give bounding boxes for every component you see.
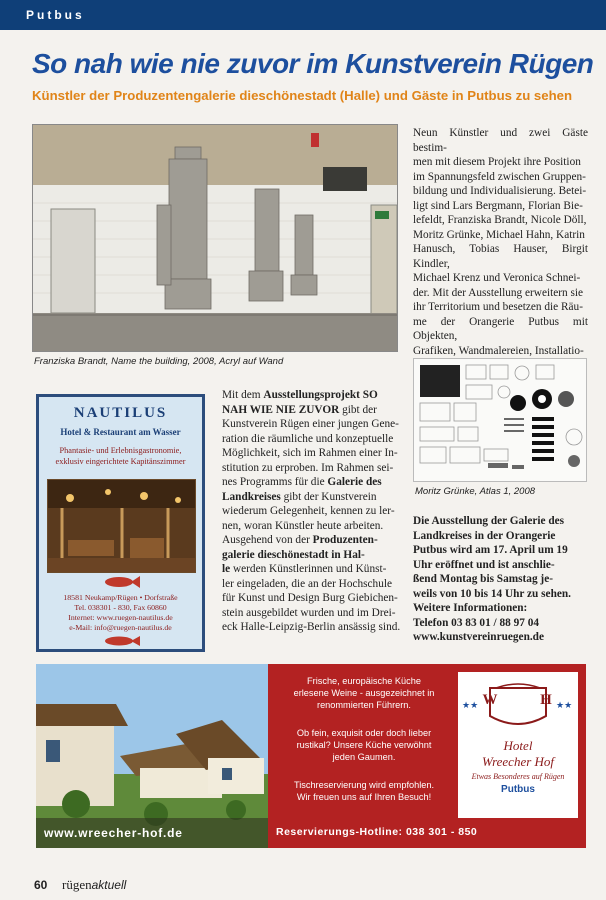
text-line: nen, woran Künstler heute arbeiten. [222, 519, 384, 532]
website-link[interactable]: www.kunstvereinruegen.de [413, 631, 544, 643]
text-line: Moritz Grünke, Michael Hahn, Katrin [413, 228, 585, 241]
article-subtitle: Künstler der Produzentengalerie dieschönestadt (Halle) und Gäste in Putbus zu sehen [32, 88, 573, 103]
wreecher-hof-ad[interactable] [36, 664, 586, 848]
magazine-title: rügen [62, 877, 92, 892]
wreecher-website[interactable]: www.wreecher-hof.de [44, 826, 183, 840]
text-line: ler eingeladen, die an der Hochschule [222, 577, 393, 590]
hotel-photo [36, 664, 268, 848]
page-number: 60 [34, 878, 48, 892]
info-line: weils von 10 bis 14 Uhr zu sehen. [413, 587, 571, 600]
nautilus-description: exklusiv eingerichtete Kapitänszimmer [55, 457, 186, 466]
text-line: für Kunst und Design Burg Giebichen- [222, 592, 398, 604]
logo-name: Wreecher Hof [481, 754, 555, 769]
ad-text-line: rustikal? Unsere Küche verwöhnt [296, 740, 432, 750]
text-line: men mit diesem Projekt ihre Position [413, 156, 581, 168]
nautilus-website[interactable]: Internet: www.ruegen-nautilus.de [68, 613, 173, 622]
logo-place: Putbus [501, 784, 535, 795]
text-line: lefeldt, Franziska Brandt, Nicole Döll, [413, 214, 587, 226]
info-line: ßend Montag bis Samstag je- [413, 573, 553, 585]
text-line: der. Mit der Ausstellung erweitern sie [413, 286, 584, 299]
restaurant-interior-photo [47, 479, 196, 573]
info-line: Putbus wird am 17. April um 19 [413, 544, 568, 556]
text-line: Kunstverein Rügen einer jungen Gene- [222, 418, 399, 430]
text-line: me der Orangerie Putbus mit Objekten, [413, 315, 588, 342]
wreecher-logo [458, 672, 578, 818]
text-line: Michael Krenz und Veronica Schnei- [413, 272, 581, 284]
nautilus-subtitle: Hotel & Restaurant am Wasser [60, 427, 181, 437]
text-line: le werden Künstlerinnen und Künst- [222, 563, 387, 575]
article-title: So nah wie nie zuvor im Kunstverein Rügen [32, 48, 594, 79]
exhibition-info [413, 514, 588, 645]
text-line: eck Halle-Leipzig-Berlin ansässig sind. [222, 621, 401, 633]
text-line: ligt sind Lars Bergmann, Florian Bie- [413, 199, 583, 212]
nautilus-phone: Tel. 038301 - 830, Fax 60860 [74, 603, 167, 612]
logo-slogan: Etwas Besonderes auf Rügen [471, 772, 565, 781]
text-line: galerie dieschönestadt in Hal- [222, 548, 365, 561]
magazine-name [62, 877, 126, 893]
fish-logo-icon [101, 635, 141, 647]
text-line: wiederum Gelegenheit, kennen zu ler- [222, 505, 395, 517]
text-line: stitution zu erproben. Im Rahmen sei- [222, 461, 394, 474]
text-line: nes Programms für die Galerie des [222, 476, 382, 488]
text-line: Landkreises gibt der Kunstverein [222, 490, 377, 503]
text-line: Möglichkeit, sich im Rahmen einer In- [222, 447, 398, 459]
info-line: Die Ausstellung der Galerie des [413, 515, 565, 527]
info-line: Landkreises in der Orangerie [413, 529, 556, 542]
text-line: ihr Territorium und besetzen die Räu- [413, 301, 583, 313]
star-icon: ★★ [462, 700, 479, 710]
text-line: ration die räumliche und konzeptuelle [222, 432, 394, 445]
text-line: Hanusch, Tobias Hauser, Birgit Kindler, [413, 243, 588, 270]
fish-logo-icon [101, 575, 141, 589]
photo-caption: Moritz Grünke, Atlas 1, 2008 [415, 486, 536, 497]
ad-text-line: Frische, europäische Küche [307, 676, 421, 686]
logo-initial: W [482, 692, 498, 708]
text-line: Neun Künstler und zwei Gäste bestim- [413, 127, 588, 154]
text-line: stein ausgebildet wurden und im Drei- [222, 606, 396, 619]
text-line: bildung und Individualisierung. Betei- [413, 185, 587, 197]
nautilus-ad[interactable] [36, 394, 205, 652]
section-header-bar [0, 0, 606, 30]
ad-text-line: Wir freuen uns auf Ihren Besuch! [296, 792, 432, 802]
logo-hotel: Hotel [503, 738, 533, 753]
nautilus-description: Phantasie- und Erlebnisgastronomie, [59, 446, 182, 455]
text-line: NAH WIE NIE ZUVOR gibt der [222, 403, 377, 416]
star-icon: ★★ [556, 700, 573, 710]
exhibition-photo [32, 124, 398, 352]
nautilus-address: 18581 Neukamp/Rügen • Dorfstraße [63, 593, 178, 602]
atlas-artwork [413, 358, 587, 482]
info-heading: Weitere Informationen: [413, 602, 528, 614]
nautilus-email[interactable]: e-Mail: info@ruegen-nautilus.de [69, 623, 172, 632]
ad-text-line: erlesene Weine - ausgezeichnet in [293, 688, 435, 698]
ad-text-line: jeden Gaumen. [332, 752, 396, 762]
text-line: Ausgehend von der Produzenten- [222, 534, 378, 546]
ad-text-line: renommierten Führern. [317, 700, 411, 710]
ad-text-line: Ob fein, exquisit oder doch lieber [296, 728, 432, 738]
ad-text-line: Tischreservierung wird empfohlen. [293, 780, 435, 790]
section-label: Putbus [26, 8, 85, 22]
text-line: Mit dem Ausstellungsprojekt SO [222, 389, 378, 401]
info-line: Uhr eröffnet und ist anschlie- [413, 558, 555, 571]
article-column-right [413, 126, 588, 373]
photo-caption: Franziska Brandt, Name the building, 2008, Acryl auf Wand [34, 356, 284, 367]
text-line: im Spannungsfeld zwischen Gruppen- [413, 170, 586, 183]
phone-number: Telefon 03 83 01 / 88 97 04 [413, 616, 540, 629]
logo-initial: H [540, 692, 552, 708]
magazine-accent: aktuell [91, 878, 127, 892]
nautilus-brand: NAUTILUS [73, 405, 168, 421]
article-column-middle [222, 388, 402, 635]
reservation-hotline[interactable]: Reservierungs-Hotline: 038 301 - 850 [276, 826, 478, 838]
text-line: Grafiken, Wandmalereien, Installatio- [413, 344, 584, 357]
